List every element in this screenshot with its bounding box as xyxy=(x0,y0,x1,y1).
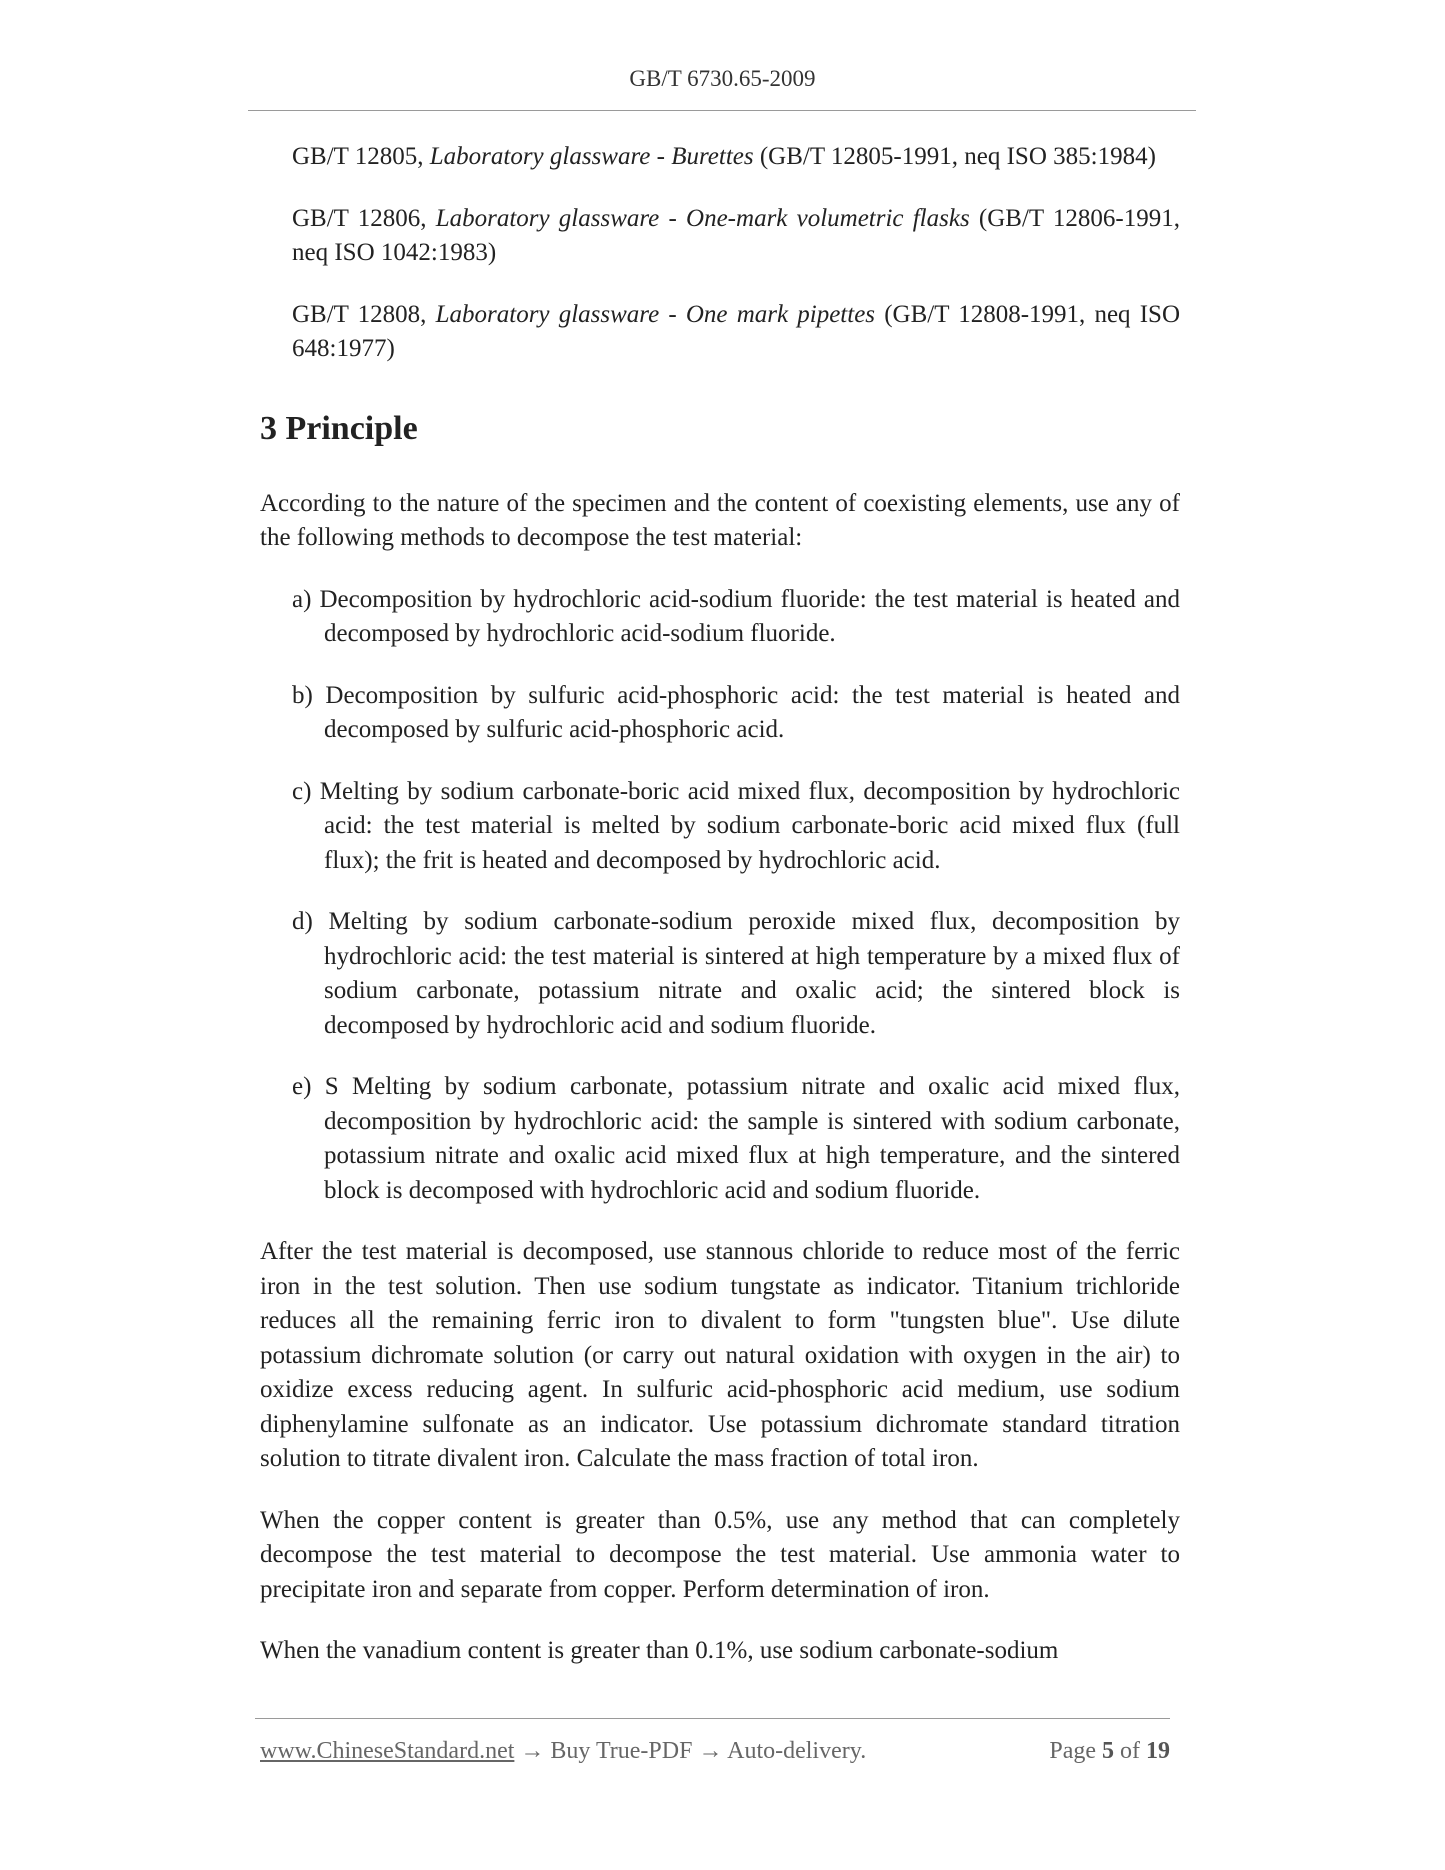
reference-code: GB/T 12805, xyxy=(292,143,424,170)
reference-title: Laboratory glassware - One-mark volumetric flasks xyxy=(435,204,970,232)
page-footer xyxy=(260,1738,1170,1765)
page-label: Page xyxy=(1049,1738,1096,1764)
method-item-c: c) Melting by sodium carbonate-boric acid mixed flux, decomposition by hydrochloric acid: the test material is melted by sodium carbonate-boric acid mixed flux (full flux); the frit is heated and decomposed by hydrochloric acid. xyxy=(292,777,1180,874)
method-item-e: e) S Melting by sodium carbonate, potassium nitrate and oxalic acid mixed flux, decomposition by hydrochloric acid: the sample is sintered with sodium carbonate, potassium nitrate and oxalic acid mixed flux at high temperature, and the sintered block is decomposed with hydrochloric acid and sodium fluoride. xyxy=(292,1073,1180,1204)
header-divider xyxy=(248,110,1196,111)
document-code-header: GB/T 6730.65-2009 xyxy=(629,66,816,91)
website-link[interactable]: www.ChineseStandard.net xyxy=(260,1738,515,1764)
page-indicator xyxy=(1049,1738,1170,1765)
method-item-a: a) Decomposition by hydrochloric acid-sodium fluoride: the test material is heated and decomposed by hydrochloric acid-sodium fluoride. xyxy=(292,585,1180,647)
page-content xyxy=(260,140,1180,1696)
promo-text: → Buy True-PDF → Auto-delivery. xyxy=(520,1738,867,1764)
reference-note: (GB/T 12805-1991, neq ISO 385:1984) xyxy=(759,143,1156,170)
method-item-d: d) Melting by sodium carbonate-sodium peroxide mixed flux, decomposition by hydrochloric acid: the test material is sintered at high temperature by a mixed flux of sodium carbonate, potassium nitrate and oxalic acid; the sintered block is decomposed by hydrochloric acid and sodium fluoride. xyxy=(292,908,1180,1039)
current-page-number: 5 xyxy=(1102,1738,1114,1764)
body-paragraph: When the copper content is greater than 0.5%, use any method that can completely decompose the test material to decompose the test material. Use ammonia water to precipitate iron and separate from copper. Perform determination of iron. xyxy=(260,1506,1180,1603)
reference-title: Laboratory glassware - Burettes xyxy=(429,143,754,170)
reference-item xyxy=(292,140,1180,175)
section-heading: 3 Principle xyxy=(260,409,418,447)
of-label: of xyxy=(1120,1738,1140,1764)
reference-item xyxy=(292,202,1180,271)
body-paragraph: When the vanadium content is greater than 0.1%, use sodium carbonate-sodium xyxy=(260,1637,1059,1664)
reference-title: Laboratory glassware - One mark pipettes xyxy=(435,300,876,328)
method-item-b: b) Decomposition by sulfuric acid-phosphoric acid: the test material is heated and decomposed by sulfuric acid-phosphoric acid. xyxy=(292,681,1180,743)
reference-code: GB/T 12806, xyxy=(292,204,427,232)
total-pages-number: 19 xyxy=(1146,1738,1170,1764)
intro-paragraph: According to the nature of the specimen and the content of coexisting elements, use any of the following methods to decompose the test material: xyxy=(260,489,1180,551)
reference-note: (GB/T 12806-1991, neq ISO 1042:1983) xyxy=(292,204,1180,266)
reference-code: GB/T 12808, xyxy=(292,300,427,328)
footer-divider xyxy=(255,1718,1170,1719)
reference-note: (GB/T 12808-1991, neq ISO 648:1977) xyxy=(292,300,1181,362)
body-paragraph: After the test material is decomposed, use stannous chloride to reduce most of the ferric iron in the test solution. Then use sodium tungstate as indicator. Titanium trichloride reduces all the remaining ferric iron to divalent to form "tungsten blue". Use dilute potassium dichromate solution (or carry out natural oxidation with oxygen in the air) to oxidize excess reducing agent. In sulfuric acid-phosphoric acid medium, use sodium diphenylamine sulfonate as an indicator. Use potassium dichromate standard titration solution to titrate divalent iron. Calculate the mass fraction of total iron. xyxy=(260,1238,1180,1472)
reference-item xyxy=(292,298,1180,367)
